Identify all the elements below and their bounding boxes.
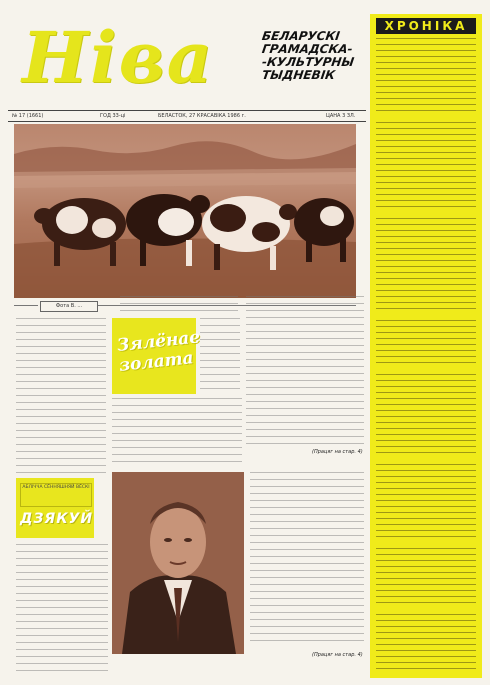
text-lines [120,296,238,316]
text-lines [376,38,476,672]
portrait-illustration [112,472,244,654]
slogan-line: БЕЛАРУСКІ [261,29,341,43]
section-box [16,478,94,538]
article-column-2-side [200,318,240,394]
slogan-line: -КУЛЬТУРНЫ [261,55,355,69]
headline-box [112,318,202,394]
cows-illustration [14,124,356,298]
chronicle-body [376,38,476,672]
continued-note-2: (Працяг на стар. 4) [312,652,363,658]
text-lines [200,318,240,394]
article-column-2-top [120,296,238,316]
text-lines [16,318,106,474]
portrait-photo [112,472,244,654]
masthead-slogan [262,30,372,82]
paragraph-gap [376,364,476,370]
section-title: ДЗЯКУЙ [20,511,94,527]
article-column-3 [246,296,364,446]
main-photo-cows [14,124,356,298]
issue-number: № 17 (1661) [12,113,44,119]
chronicle-column [370,14,482,678]
photo-caption: Фота В. ... [40,301,98,312]
issue-bar [8,110,366,122]
paragraph-gap [376,310,476,316]
chronicle-header [376,18,476,34]
issue-price: ЦАНА 3 ЗЛ. [326,113,356,119]
paragraph-gap [376,604,476,610]
continued-note: (Працяг на стар. 4) [312,449,363,455]
issue-date: БЕЛАСТОК, 27 КРАСАВІКА 1986 г. [158,113,246,119]
text-lines [250,472,364,646]
text-lines [246,296,364,446]
masthead [8,8,366,108]
article-column-4 [16,544,108,674]
article-column-5 [250,472,364,646]
text-lines [16,544,108,674]
paragraph-gap [376,538,476,544]
text-lines [112,398,242,464]
paragraph-gap [376,112,476,118]
masthead-title: Ніва [22,16,215,99]
headline-title: Зялёнае золата [116,327,202,376]
slogan-line: ТЫДНЕВІК [261,68,337,82]
slogan-line: ГРАМАДСКА- [261,42,354,56]
caption-rule [14,305,38,306]
chronicle-title: ХРОНІКА [384,19,468,33]
paragraph-gap [376,208,476,214]
paragraph-gap [376,456,476,462]
issue-year: ГОД 33-ці [100,113,126,119]
section-label: АБЛІЧЧА СЁННЯШНЯЙ ВЁСКІ [20,483,92,507]
article-column-1 [16,318,106,474]
article-column-2-bottom [112,398,242,464]
